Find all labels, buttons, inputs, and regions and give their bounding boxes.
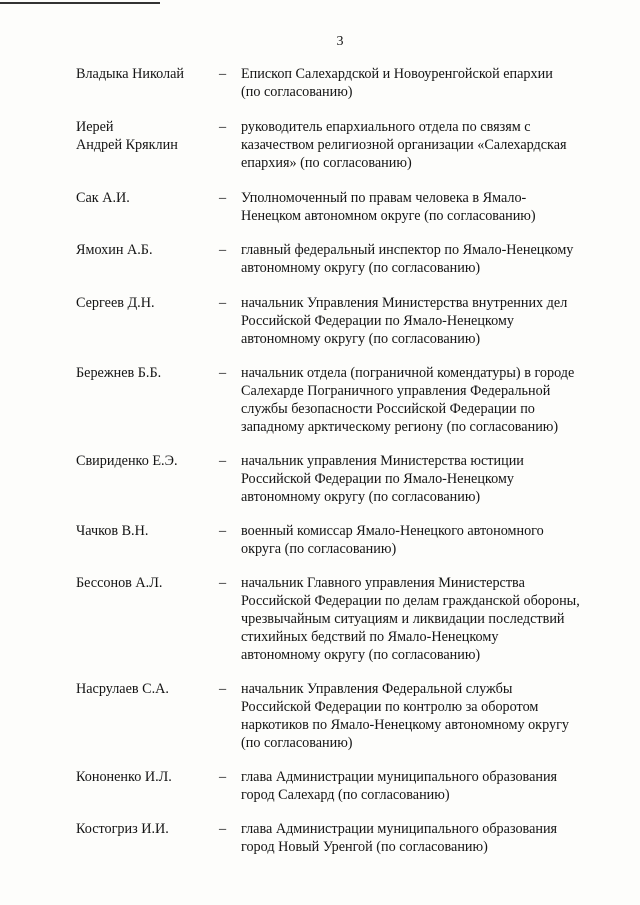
member-name-line: Свириденко Е.Э. [76, 453, 178, 469]
member-position-line: главный федеральный инспектор по Ямало-Ненецкому [241, 242, 574, 258]
member-name-line: Иерей [76, 119, 114, 135]
member-name-line: Костогриз И.И. [76, 821, 169, 837]
member-position-line: (по согласованию) [241, 84, 353, 100]
dash-separator: – [219, 769, 227, 785]
member-name [76, 364, 216, 382]
member-position-line: начальник отдела (пограничной комендатуры) в городе [241, 365, 575, 381]
member-position-line: Российской Федерации по делам гражданской обороны, [241, 593, 580, 609]
dash-separator: – [219, 119, 227, 135]
member-position-line: округа (по согласованию) [241, 541, 397, 557]
member-name [76, 241, 216, 259]
member-position [241, 452, 611, 506]
dash-separator: – [219, 575, 227, 591]
member-position-line: Российской Федерации по контролю за оборотом [241, 699, 539, 715]
member-name-line: Бессонов А.Л. [76, 575, 163, 591]
member-position [241, 118, 611, 172]
member-position-line: казачеством религиозной организации «Салехардская [241, 137, 567, 153]
member-position [241, 189, 611, 225]
member-name [76, 574, 216, 592]
member-name [76, 680, 216, 698]
member-position [241, 241, 611, 277]
dash-separator: – [219, 295, 227, 311]
member-name-line: Владыка Николай [76, 66, 184, 82]
member-name [76, 118, 216, 154]
member-name [76, 452, 216, 470]
member-position-line: наркотиков по Ямало-Ненецкому автономному округу [241, 717, 569, 733]
member-position-line: (по согласованию) [241, 735, 353, 751]
dash-separator: – [219, 453, 227, 469]
member-position-line: начальник Управления Министерства внутренних дел [241, 295, 568, 311]
member-position-line: автономному округу (по согласованию) [241, 647, 481, 663]
member-position-line: автономному округу (по согласованию) [241, 489, 481, 505]
dash-separator: – [219, 681, 227, 697]
member-name-line: Чачков В.Н. [76, 523, 149, 539]
dash-separator: – [219, 365, 227, 381]
member-position [241, 522, 611, 558]
dash-separator: – [219, 66, 227, 82]
member-position-line: Уполномоченный по правам человека в Ямало- [241, 190, 527, 206]
member-name [76, 820, 216, 838]
member-position [241, 65, 611, 101]
member-position-line: глава Администрации муниципального образования [241, 821, 558, 837]
member-position-line: руководитель епархиального отдела по связям с [241, 119, 531, 135]
member-position-line: город Салехард (по согласованию) [241, 787, 450, 803]
member-position-line: стихийных бедствий по Ямало-Ненецкому [241, 629, 499, 645]
member-name [76, 768, 216, 786]
member-name-line: Насрулаев С.А. [76, 681, 169, 697]
member-position-line: начальник Управления Федеральной службы [241, 681, 513, 697]
member-name [76, 522, 216, 540]
member-position [241, 768, 611, 804]
member-position-line: Салехарде Пограничного управления Федеральной [241, 383, 551, 399]
member-name-line: Бережнев Б.Б. [76, 365, 162, 381]
member-name-line: Сергеев Д.Н. [76, 295, 155, 311]
member-position-line: западному арктическому региону (по согласованию) [241, 419, 559, 435]
member-name [76, 294, 216, 312]
dash-separator: – [219, 242, 227, 258]
member-position-line: Ненецком автономном округе (по согласованию) [241, 208, 536, 224]
member-position-line: автономному округу (по согласованию) [241, 331, 481, 347]
member-position [241, 574, 611, 664]
member-position-line: начальник Главного управления Министерства [241, 575, 525, 591]
member-name-line: Андрей Кряклин [76, 137, 178, 153]
member-position-line: службы безопасности Российской Федерации по [241, 401, 535, 417]
member-position [241, 364, 611, 436]
member-name-line: Кононенко И.Л. [76, 769, 172, 785]
member-position-line: Епископ Салехардской и Новоуренгойской епархии [241, 66, 553, 82]
member-name [76, 189, 216, 207]
member-name [76, 65, 216, 83]
member-name-line: Ямохин А.Б. [76, 242, 153, 258]
member-position-line: Российской Федерации по Ямало-Ненецкому [241, 471, 515, 487]
member-position [241, 294, 611, 348]
member-position-line: город Новый Уренгой (по согласованию) [241, 839, 488, 855]
member-position-line: чрезвычайным ситуациям и ликвидации последствий [241, 611, 565, 627]
member-position [241, 820, 611, 856]
member-position-line: епархия» (по согласованию) [241, 155, 412, 171]
dash-separator: – [219, 523, 227, 539]
member-position-line: глава Администрации муниципального образования [241, 769, 558, 785]
dash-separator: – [219, 821, 227, 837]
member-position-line: автономному округу (по согласованию) [241, 260, 481, 276]
member-position-line: военный комиссар Ямало-Ненецкого автономного [241, 523, 544, 539]
member-position [241, 680, 611, 752]
dash-separator: – [219, 190, 227, 206]
member-position-line: начальник управления Министерства юстиции [241, 453, 524, 469]
member-position-line: Российской Федерации по Ямало-Ненецкому [241, 313, 515, 329]
page-number: 3 [336, 34, 344, 49]
member-name-line: Сак А.И. [76, 190, 130, 206]
